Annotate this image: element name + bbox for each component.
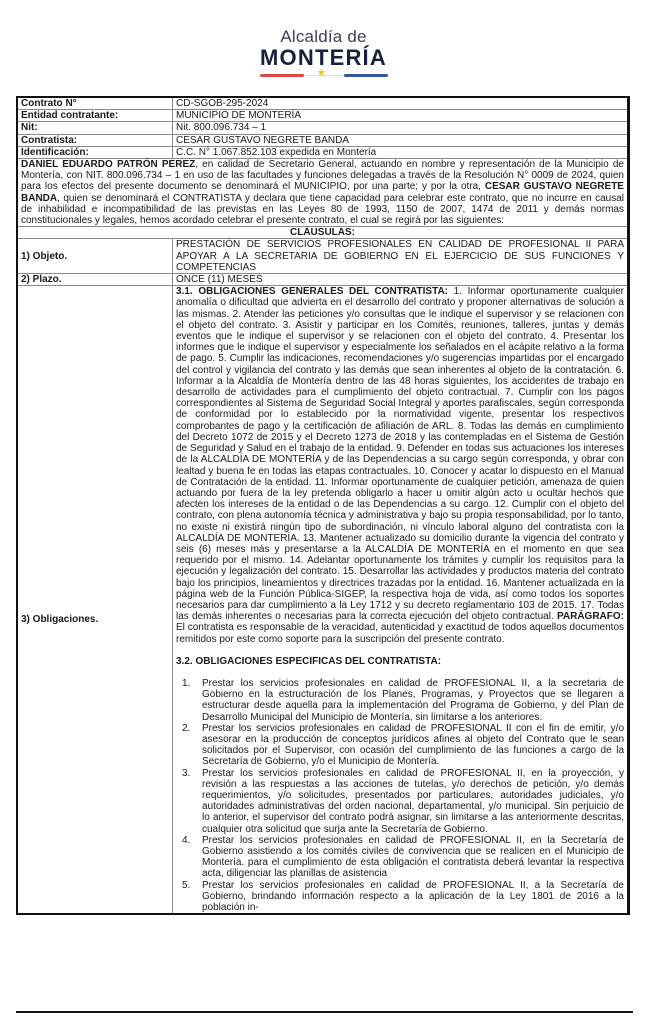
general-obligations (176, 286, 624, 645)
clauses-title: CLÁUSULAS: (17, 227, 629, 239)
field-label: Nit: (17, 122, 173, 134)
item-number: 1. (182, 677, 191, 689)
header-row-identificacion (17, 146, 629, 158)
list-item (176, 880, 624, 914)
logo-line-2: MONTERÍA (260, 45, 387, 70)
field-value: Nit. 800.096.734 – 1 (173, 122, 629, 134)
field-value: MUNICIPIO DE MONTERÍA (173, 110, 629, 122)
general-obligations-text: 1. Informar oportunamente cualquier anomalía o dificultad que advierta en el desarrollo del contrato y proponer alternativas de solución a las mismas. 2. Atender las peticiones y/o consultas que le indique el supervisor y se relacionen con el objeto del contrato. 3. Asistir y participar en los Comités, reuniones, talleres, juntas y demás eventos que le indique el supervisor y se relacionen con el objeto del contrato. 4. Presentar los informes que le indique el supervisor y especialmente los señalados en el acápite relativo a la forma de pago. 5. Cumplir las indicaciones, recomendaciones y/o sugerencias impartidas por el encargado del control y vigilancia del contrato y las demás que sean inherentes al objeto de la contratación. 6. Informar a la Alcaldía de Montería dentro de las 48 horas siguientes, los accidentes de trabajo en desarrollo de actividades para el cumplimiento del objeto contractual. 7. Cumplir con los pagos correspondientes al Sistema de Seguridad Social Integral y aportes parafiscales, según corresponda de conformidad por lo establecido por la normatividad vigente, presentar los respectivos comprobantes de pago y la certificación de afiliación de ARL. 8. Todas las demás en cumplimiento del Decreto 1072 de 2015 y el Decreto 1273 de 2018 y las contempladas en el Sistema de Gestión de Seguridad y Salud en el trabajo de la entidad. 9. Defender en todas sus actuaciones los intereses de la ALCALDÍA DE MONTERÍA y de las Dependencias a su cargo según corresponda, y obrar con lealtad y buena fe en todas las etapas contractuales. 10. Conocer y acatar lo dispuesto en el Manual de Contratación de la entidad. 11. Informar oportunamente de cualquier petición, amenaza de quien actuando por fuera de la ley pretenda obligarlo a hacer u omitir algún acto u ocultar hechos que afecten los intereses de la entidad o de las Dependencias a su cargo. 12. Cumplir con el objeto del contrato, con plena autonomía técnica y administrativa y bajo su propia responsabilidad, por lo tanto, no existe ni existirá ningún tipo de subordinación, ni vínculo laboral alguno del contratista con la ALCALDÍA DE MONTERÍA. 13. Mantener actualizado su domicilio durante la vigencia del contrato y seis (6) meses más y presentarse a la ALCALDÍA DE MONTERÍA en el momento en que sea requerido por el mismo. 14. Adelantar oportunamente los trámites y cumplir los requisitos para la ejecución y legalización del contrato. 15. Desarrollar las actividades y productos materia del contrato bajo los principios, lineamientos y directrices trazadas por la entidad. 16. Mantener actualizada en la página web de la Función Pública-SIGEP, la respectiva hoja de vida, así como todos los soportes necesarios para dar cumplimiento a la Ley 1712 y su decreto reglamentario 103 de 2015. 17. Todas las demás inherentes o necesarias para la correcta ejecución del objeto contractual. (176, 286, 624, 623)
header-row-entidad (17, 110, 629, 122)
header-row-nit (17, 122, 629, 134)
item-number: 5. (182, 879, 191, 891)
table-bottom-border (16, 1011, 633, 1013)
secretary-name: DANIEL EDUARDO PATRÓN PEREZ (21, 159, 196, 171)
field-value: C.C. N° 1.067.852.103 expedida en Montería (173, 146, 629, 158)
item-number: 3. (182, 767, 191, 779)
clause-value: PRESTACIÓN DE SERVICIOS PROFESIONALES EN CALIDAD DE PROFESIONAL II PARA APOYAR A LA SECRETARIA DE GOBIERNO EN EL EJERCICIO DE SUS FUNCIONES Y COMPETENCIAS (173, 239, 629, 274)
star-icon: ★ (316, 67, 327, 79)
paragrafo-label: PARÁGRAFO: (556, 611, 624, 623)
preamble-part-1: , en calidad de Secretario General, actuando en nombre y representación de la Municipio de Montería, con NIT. 800.096.734 – 1 en uso de las facultades y funciones delegadas a través de la Resolución N° 0009 de 2024, quien para los efectos del presente documento se denominará el MUNICIPIO, por una parte; y por la otra, (21, 159, 624, 193)
specific-obligations-list (176, 678, 624, 913)
paragrafo-text: El contratista es responsable de la veracidad, autenticidad y exactitud de todos aquellos documentos remitidos por este como soporte para la suscripción del presente contrato. (176, 622, 624, 645)
contractor-name: CESAR GUSTAVO NEGRETE BANDA (21, 181, 624, 204)
item-text: Prestar los servicios profesionales en calidad de PROFESIONAL II con el fin de emitir, y/o asesorar en la producción de conceptos jurídicos afines al objeto del Contrato que le sean solicitados por el Supervisor, con ocasión del cumplimiento de las funciones a cargo de la Secretaría de Gobierno, y/o el Municipio de Montería. (202, 722, 624, 768)
header-row-contrato (17, 97, 629, 110)
field-value: CD-SGOB-295-2024 (173, 97, 629, 110)
field-label: Contrato N° (17, 97, 173, 110)
clause-value (173, 286, 629, 914)
clause-value: ONCE (11) MESES (173, 274, 629, 286)
clauses-title-row (17, 227, 629, 239)
item-number: 4. (182, 834, 191, 846)
field-label: Identificación: (17, 146, 173, 158)
general-obligations-heading: 3.1. OBLIGACIONES GENERALES DEL CONTRATISTA: (176, 286, 449, 298)
clause-label: 2) Plazo. (17, 274, 173, 286)
item-text: Prestar los servicios profesionales en calidad de PROFESIONAL II, a la Secretaría de Gobierno, brindando información respecto a la aplicación de la Ley 1801 de 2016 a la población in- (202, 879, 624, 914)
list-item (176, 723, 624, 768)
item-text: Prestar los servicios profesionales en calidad de PROFESIONAL II, en la proyección, y revisión a las respuestas a las acciones de tutelas, y/o derechos de petición, y/o demás requerimientos, y/o solicitudes, presentados por particulares, autoridades judiciales, y/o autoridades administrativas del orden nacional, departamental, y/o municipal. Sin perjuicio de lo anterior, el supervisor del contrato podrá asignar, sin limitarse a las anteriormente descritas, cualquier otra solicitud que surja ante la Secretaría de Gobierno. (202, 767, 624, 835)
item-number: 2. (182, 722, 191, 734)
field-label: Entidad contratante: (17, 110, 173, 122)
preamble-text (17, 159, 629, 227)
field-value: CESAR GUSTAVO NEGRETE BANDA (173, 134, 629, 146)
contract-table (16, 96, 630, 915)
list-item (176, 768, 624, 835)
clause-plazo-row (17, 274, 629, 286)
field-label: Contratista: (17, 134, 173, 146)
clause-label: 3) Obligaciones. (17, 286, 173, 914)
logo-line-1: Alcaldía de (280, 27, 367, 46)
list-item (176, 835, 624, 880)
clause-obligaciones-row (17, 286, 629, 914)
item-text: Prestar los servicios profesionales en calidad de PROFESIONAL II, en la Secretaría de Gobierno asistiendo a los comités civiles de convivencia que se realicen en el Municipio de Montería. para el cumplimiento de esta obligación el contratista deberá levantar la respectiva acta, diligenciar las planillas de asistencia (202, 834, 624, 880)
list-item (176, 678, 624, 723)
clause-label: 1) Objeto. (17, 239, 173, 274)
preamble-part-2: , quien se denominará el CONTRATISTA y declara que tiene capacidad para celebrar este contrato, que no incurre en causal de inhabilidad e incompatibilidad de las previstas en las Leyes 80 de 1993, 1150 de 2007, 1474 de 2011 y demás normas constitucionales y legales, hemos acordado celebrar el presente contrato, el cual se regirá por las siguientes: (21, 192, 624, 227)
header-row-contratista (17, 134, 629, 146)
item-text: Prestar los servicios profesionales en calidad de PROFESIONAL II, a la secretaria de Gobierno en la estructuración de los Planes, Programas, y Proyectos que se llegaren a estructurar desde aquella para la implementación del Programa de Gobierno, y del Plan de Desarrollo Municipal del Municipio de Montería, sin limitarse a los anteriores. (202, 677, 624, 723)
preamble-row (17, 159, 629, 227)
specific-obligations-heading: 3.2. OBLIGACIONES ESPECIFICAS DEL CONTRATISTA: (176, 655, 442, 667)
clause-objeto-row (17, 239, 629, 274)
